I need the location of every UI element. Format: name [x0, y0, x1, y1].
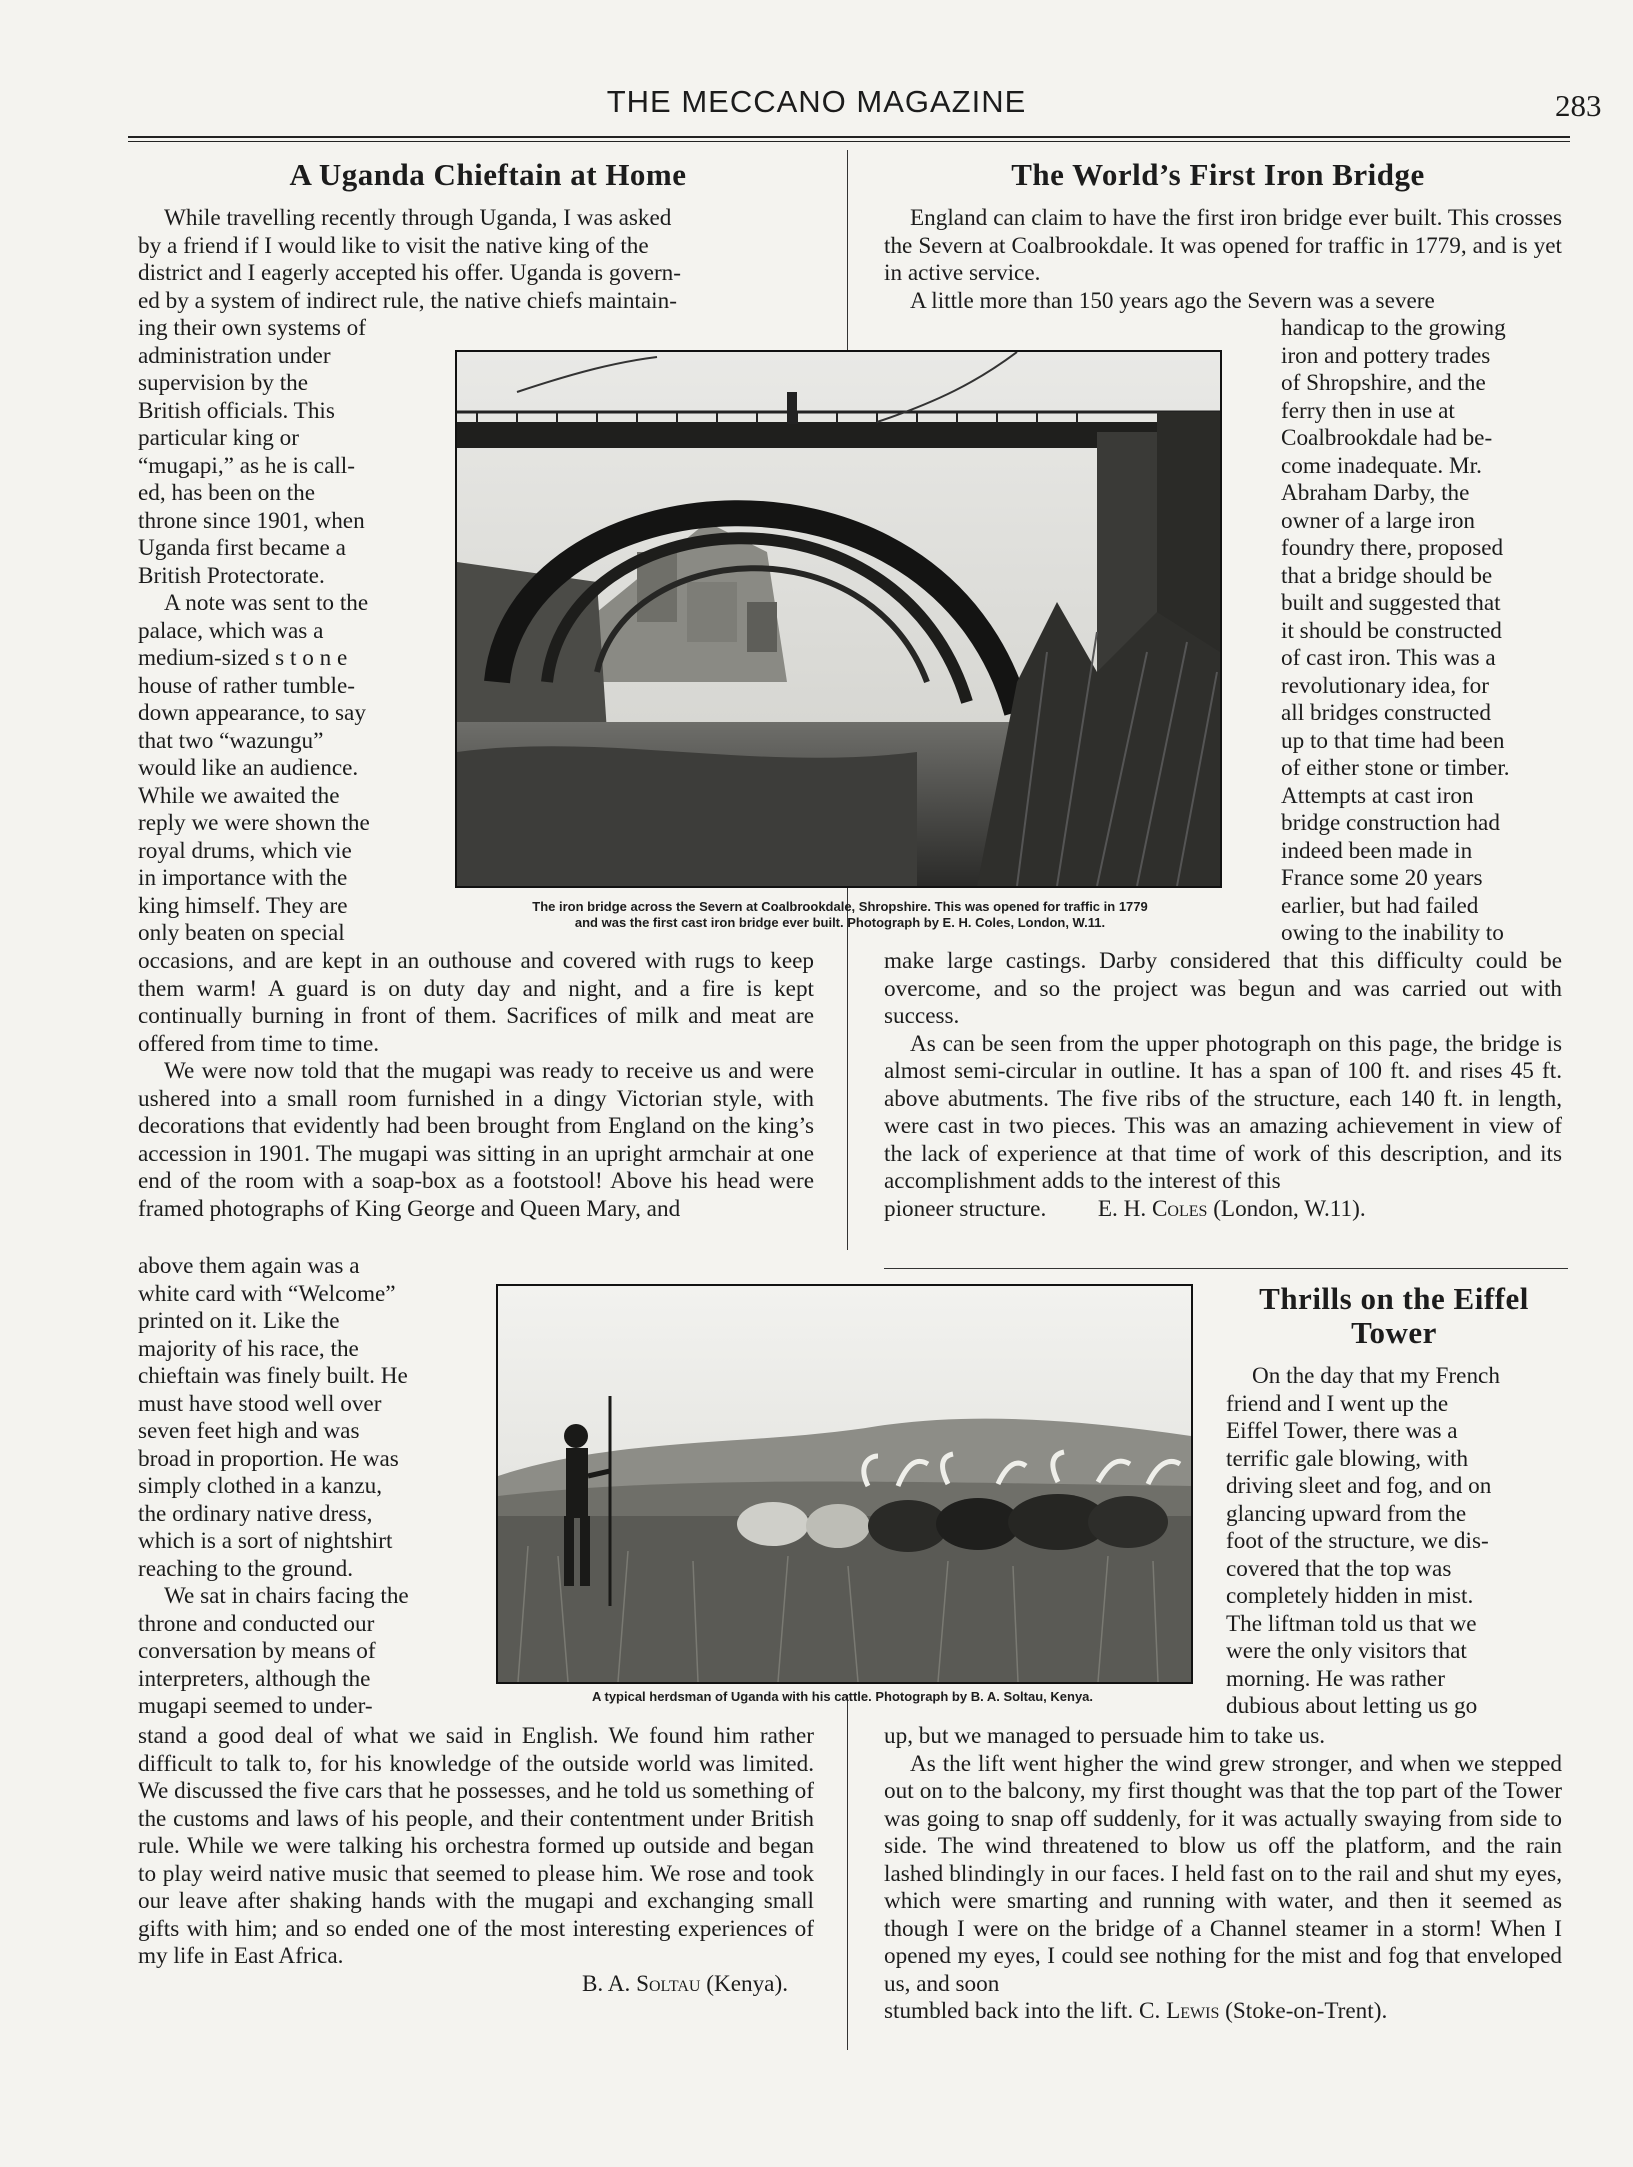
article3-title: Thrills on the Eiffel Tower [1259, 1281, 1529, 1350]
article1-line: seven feet high and was [138, 1418, 360, 1444]
article1-author: B. A. Soltau [581, 1970, 701, 1997]
article2-middle [884, 948, 1562, 1223]
article1-line: supervision by the [138, 370, 309, 396]
article1-line: ed, has been on the [138, 480, 316, 506]
article1-line: British Protectorate. [138, 562, 325, 589]
article1-line: interpreters, although the [138, 1665, 371, 1692]
article3-author: C. Lewis [1139, 1998, 1220, 2024]
article3-line: terrific gale blowing, with [1226, 1445, 1469, 1472]
article1-paragraph: We were now told that the mugapi was ready to receive us and were ushered into a small room furnished in a dingy Victorian style, with decorations that evidently had been brought from England on the king’s accession in 1901. The mugapi was sitting in an upright armchair at one end of the room with a soap-box as a footstool! Above his head were framed photographs of King George and Queen Mary, and [138, 1058, 814, 1222]
article2-line: all bridges constructed [1281, 700, 1491, 726]
article1-line: simply clothed in a kanzu, [138, 1473, 383, 1499]
article2-line: foundry there, proposed [1281, 535, 1504, 561]
article2-line: that a bridge should be [1281, 562, 1493, 589]
article1-line: reaching to the ground. [138, 1555, 354, 1582]
article1-line: down appearance, to say [138, 700, 366, 726]
header-rule-thin [128, 141, 1570, 142]
article2-line: it should be constructed [1281, 617, 1502, 644]
article3-end [884, 1723, 1562, 2026]
bridge-caption-line2: and was the first cast iron bridge ever built. Photograph by E. H. Coles, London, W.11. [574, 915, 1106, 930]
article1-line: district and I eagerly accepted his offer. Uganda is govern- [138, 260, 681, 286]
bridge-photo [455, 350, 1222, 888]
article3-line: foot of the structure, we dis- [1226, 1528, 1489, 1554]
article3-line: dubious about letting us go [1226, 1693, 1478, 1719]
article1-line: medium-sized s t o n e [138, 645, 348, 671]
article2-line: of cast iron. This was a [1281, 645, 1496, 671]
article2-line: Abraham Darby, the [1281, 480, 1470, 506]
article1-line: in importance with the [138, 865, 348, 891]
article2-line: revolutionary idea, for [1281, 672, 1489, 699]
article1-title: A Uganda Chieftain at Home [289, 157, 687, 192]
article1-line: mugapi seemed to under- [138, 1693, 373, 1719]
article2-line: Attempts at cast iron [1281, 782, 1474, 809]
article2-line: indeed been made in [1281, 837, 1473, 864]
article1-line: throne since 1901, when [138, 507, 365, 534]
article1-line: white card with “Welcome” [138, 1280, 396, 1307]
article1-location: (Kenya). [706, 1970, 788, 1997]
article2-line: up to that time had been [1281, 727, 1505, 754]
article1-line: reply we were shown the [138, 810, 370, 836]
article2-paragraph: make large castings. Darby considered that this difficulty could be overcome, and so the project was begun and was carried out with success. [884, 948, 1562, 1029]
article2-line: bridge construction had [1281, 810, 1500, 836]
article1-line: While travelling recently through Uganda, I was asked [164, 205, 672, 231]
article1-line: above them again was a [138, 1253, 360, 1279]
article1-line: administration under [138, 342, 331, 369]
article1-line: conversation by means of [138, 1638, 376, 1664]
article1-line: which is a sort of nightshirt [138, 1528, 393, 1554]
herdsman-photo [496, 1284, 1193, 1684]
article1-line: by a friend if I would like to visit the native king of the [138, 232, 649, 259]
article1-line: king himself. They are [138, 892, 348, 919]
article1-line: palace, which was a [138, 617, 324, 644]
article1-line: We sat in chairs facing the [164, 1583, 409, 1609]
article2-author: E. H. Coles [1097, 1195, 1208, 1222]
article1-line: that two “wazungu” [138, 727, 324, 754]
article1-middle [138, 948, 814, 1223]
article2-line: handicap to the growing [1281, 315, 1506, 341]
article3-line: morning. He was rather [1226, 1665, 1445, 1692]
article1-line: house of rather tumble- [138, 672, 355, 699]
article3-line: The liftman told us that we [1226, 1610, 1477, 1637]
article2-line: iron and pottery trades [1281, 342, 1491, 369]
article1-signature [138, 1971, 814, 1999]
article2-title: The World’s First Iron Bridge [1011, 157, 1425, 192]
article2-last-text: pioneer structure. [884, 1195, 1047, 1222]
article1-line: broad in proportion. He was [138, 1445, 399, 1472]
section-rule [884, 1268, 1568, 1269]
article2-line: A little more than 150 years ago the Severn was a severe [910, 287, 1435, 314]
bridge-caption-line1: The iron bridge across the Severn at Coalbrookdale, Shropshire. This was opened for traffic in 1779 [532, 899, 1148, 914]
article1-paragraph: occasions, and are kept in an outhouse and covered with rugs to keep them warm! A guard is on duty day and night, and a fire is kept continually burning in front of them. Sacrifices of milk and meat are offered from time to time. [138, 948, 814, 1057]
herdsman-caption: A typical herdsman of Uganda with his cattle. Photograph by B. A. Soltau, Kenya. [591, 1689, 1094, 1704]
article3-line: Eiffel Tower, there was a [1226, 1418, 1458, 1444]
article2-line: come inadequate. Mr. [1281, 452, 1482, 479]
article1-line: must have stood well over [138, 1390, 382, 1417]
iron-bridge-illustration [457, 352, 1220, 886]
article1-narrow-column [138, 315, 422, 948]
article1-line: ed by a system of indirect rule, the native chiefs maintain- [138, 287, 677, 314]
article3-line: glancing upward from the [1226, 1500, 1467, 1527]
article3-paragraph: As the lift went higher the wind grew stronger, and when we stepped out on to the balcony, my first thought was that the top part of the Tower was going to snap off suddenly, for it was actually swaying from side to side. The wind threatened to blow us off the platform, and the rain lashed blindingly in our faces. I held fast on to the rail and shut my eyes, which were smarting and running with water, and then it seemed as though I were on the bridge of a Channel steamer in a storm! When I opened my eyes, I could see nothing for the mist and fog that enveloped us, and soon [884, 1750, 1562, 1997]
article3-line: covered that the top was [1226, 1555, 1452, 1582]
column-divider-bottom [847, 1695, 848, 2050]
article2-last-line [884, 1196, 1562, 1224]
article1-line: While we awaited the [138, 782, 340, 809]
article1-line: only beaten on special [138, 920, 345, 946]
article2-narrow-column [1281, 315, 1562, 948]
article3-line: were the only visitors that [1226, 1638, 1467, 1664]
article2-location: (London, W.11). [1213, 1195, 1366, 1222]
article2-line: owner of a large iron [1281, 507, 1476, 534]
page-number: 283 [1555, 88, 1602, 123]
article1-narrow-column-2 [138, 1253, 474, 1721]
article3-line: completely hidden in mist. [1226, 1583, 1474, 1609]
article3-last-text: stumbled back into the lift. [884, 1998, 1134, 2024]
article2-line: ferry then in use at [1281, 397, 1455, 424]
header-rule [128, 136, 1570, 138]
article1-line: “mugapi,” as he is call- [138, 452, 355, 479]
article2-line: of either stone or timber. [1281, 755, 1510, 781]
article2-line: of Shropshire, and the [1281, 370, 1486, 396]
article3-last-line [884, 1998, 1562, 2026]
article1-line: the ordinary native dress, [138, 1500, 373, 1527]
article2-paragraph: As can be seen from the upper photograph on this page, the bridge is almost semi-circular in outline. It has a span of 100 ft. and rises 45 ft. above abutments. The five ribs of the structure, each 140 ft. in length, were cast in two pieces. This was an amazing achievement in view of the lack of experience at that time of work of this description, and its accomplishment adds to the interest of this [884, 1030, 1562, 1194]
article1-paragraph: stand a good deal of what we said in English. We found him rather difficult to talk to, for his knowledge of the outside world was limited. We discussed the five cars that he possesses, and he told us something of the customs and laws of his people, and their contentment under British rule. While we were talking his orchestra formed up outside and began to play weird native music that seemed to please him. We rose and took our leave after shaking hands with the mugapi and exchanging small gifts with him; and so ended one of the most interesting experiences of my life in East Africa. [138, 1723, 814, 1969]
article2-paragraph: England can claim to have the first iron bridge ever built. This crosses the Severn at Coalbrookdale. It was opened for traffic in 1779, and is yet in active service. [884, 205, 1562, 286]
article1-line: chieftain was finely built. He [138, 1363, 408, 1389]
article3-narrow-column [1226, 1363, 1562, 1721]
article1-intro [138, 205, 814, 315]
article2-line: Coalbrookdale had be- [1281, 425, 1493, 451]
article2-intro [884, 205, 1562, 315]
article2-line: owing to the inability to [1281, 920, 1504, 946]
article3-line: On the day that my French [1252, 1363, 1500, 1389]
article3-line: driving sleet and fog, and on [1226, 1473, 1492, 1499]
article3-paragraph: up, but we managed to persuade him to take us. [884, 1723, 1326, 1749]
article2-line: earlier, but had failed [1281, 892, 1479, 919]
article1-line: royal drums, which vie [138, 837, 352, 864]
running-header: THE MECCANO MAGAZINE [606, 84, 1027, 119]
article3-location: (Stoke-on-Trent). [1225, 1998, 1388, 2024]
herdsman-cattle-illustration [498, 1286, 1191, 1682]
article1-line: A note was sent to the [164, 590, 369, 616]
article3-line: friend and I went up the [1226, 1390, 1449, 1417]
article1-line: would like an audience. [138, 755, 359, 781]
article2-line: built and suggested that [1281, 590, 1501, 616]
article1-line: British officials. This [138, 397, 335, 424]
bridge-caption [440, 899, 1240, 931]
article1-line: majority of his race, the [138, 1335, 359, 1362]
article1-line: ing their own systems of [138, 315, 366, 341]
article1-end [138, 1723, 814, 1998]
article1-line: Uganda first became a [138, 535, 346, 561]
article2-line: France some 20 years [1281, 865, 1483, 891]
article1-line: particular king or [138, 425, 299, 451]
article1-line: throne and conducted our [138, 1610, 375, 1637]
article1-line: printed on it. Like the [138, 1308, 340, 1334]
